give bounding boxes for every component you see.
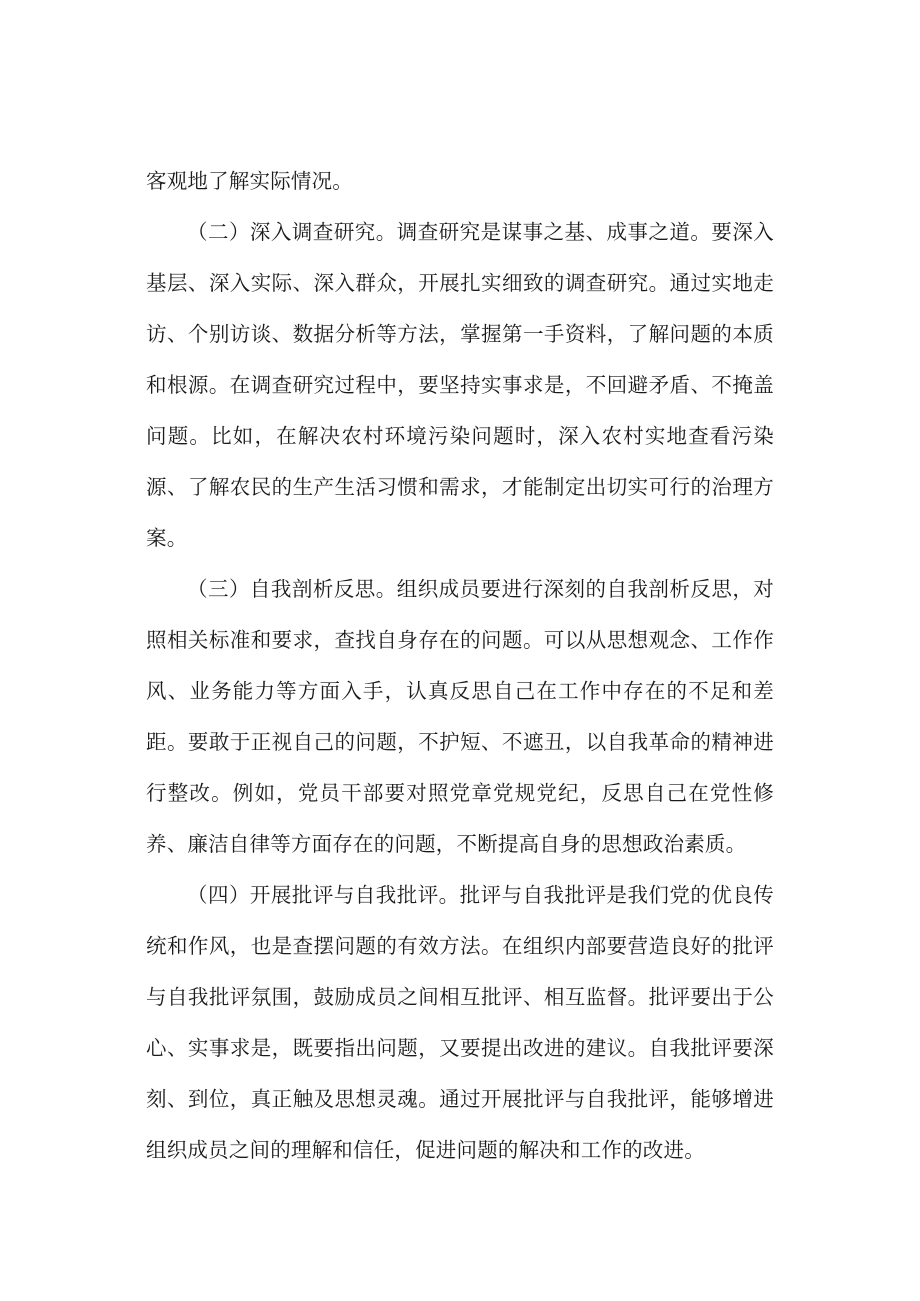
- paragraph-investigation-research: （二）深入调查研究。调查研究是谋事之基、成事之道。要深入基层、深入实际、深入群众，开展扎实细致的调查研究。通过实地走访、个别访谈、数据分析等方法，掌握第一手资料，了解问题的本质和根源。在调查研究过程中，要坚持实事求是，不回避矛盾、不掩盖问题。比如，在解决农村环境污染问题时，深入农村实地查看污染源、了解农民的生产生活习惯和需求，才能制定出切实可行的治理方案。: [146, 220, 774, 550]
- paragraph-continuation: 客观地了解实际情况。: [146, 169, 353, 193]
- paragraph-self-reflection: （三）自我剖析反思。组织成员要进行深刻的自我剖析反思，对照相关标准和要求，查找自身存在的问题。可以从思想观念、工作作风、业务能力等方面入手，认真反思自己在工作中存在的不足和差距。要敢于正视自己的问题，不护短、不遮丑，以自我革命的精神进行整改。例如，党员干部要对照党章党规党纪，反思自己在党性修养、廉洁自律等方面存在的问题，不断提高自身的思想政治素质。: [146, 577, 774, 856]
- paragraph-criticism-self-criticism: （四）开展批评与自我批评。批评与自我批评是我们党的优良传统和作风，也是查摆问题的有效方法。在组织内部要营造良好的批评与自我批评氛围，鼓励成员之间相互批评、相互监督。批评要出于公心、实事求是，既要指出问题，又要提出改进的建议。自我批评要深刻、到位，真正触及思想灵魂。通过开展批评与自我批评，能够增进组织成员之间的理解和信任，促进问题的解决和工作的改进。: [146, 883, 774, 1162]
- document-page: [146, 156, 774, 1176]
